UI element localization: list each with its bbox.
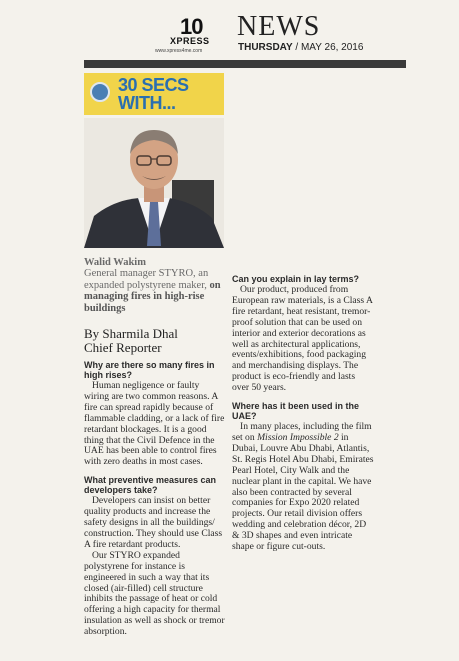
answer-text: In many places, including the film set on <box>232 421 372 443</box>
question-heading: Where has it been used in the UAE? <box>232 401 360 422</box>
dateline-day: THURSDAY <box>238 42 293 53</box>
answer-paragraph: Human negligence or faulty wiring are two common reasons. A fire can spread rapidly because of flammable cladding, or a lack of fire retardant blockages. It is a good thing that the Civil Defence in the UAE has been able to control fires with zero deaths in most cases. <box>84 380 225 468</box>
publication-name: XPRESS <box>170 36 210 46</box>
page-number: 10 <box>180 14 203 39</box>
interviewee-title: General manager STYRO, an expanded polystyrene maker, <box>84 268 210 291</box>
film-title: Mission Impossible 2 <box>257 431 339 443</box>
interview-topic: on managing fires in high-rise buildings <box>84 279 221 314</box>
byline-title: Chief Reporter <box>84 340 162 355</box>
clock-icon <box>90 82 110 102</box>
section-title: NEWS <box>237 11 321 42</box>
question-heading: Can you explain in lay terms? <box>232 274 360 284</box>
answer-text: in Dubai, Louvre Abu Dhabi, Atlantis, St. Regis Hotel Abu Dhabi, Emirates Pearl Hotel, City Walk and the nuclear plant in the capital. We have also been contracted by several companies for Expo 2020 related projects. Our retail division offers wedding and celebration décor, 2D & 3D shapes and even intricate shape or figure cut-outs. <box>232 431 374 553</box>
interviewee-name: Walid Wakim <box>84 257 146 268</box>
answer-paragraph <box>232 422 374 553</box>
question-heading: Why are there so many fires in high rises? <box>84 360 215 380</box>
article-column-left <box>84 360 226 638</box>
byline-author: By Sharmila Dhal <box>84 326 178 341</box>
article-column-right <box>232 274 374 553</box>
publication-website: www.xpress4me.com <box>155 48 203 54</box>
portrait-photo <box>84 118 224 248</box>
dateline <box>238 42 363 53</box>
byline <box>84 327 229 355</box>
answer-paragraph: Our product, produced from European raw materials, is a Class A fire retardant, heat resistant, tremor-proof solution that can be used on interior and exterior decorations as well as architectural applications, events/exhibitions, food packaging and merchandising displays. The product is eco-friendly and lasts over 50 years. <box>232 284 373 394</box>
dateline-date: / MAY 26, 2016 <box>292 42 364 53</box>
feature-banner-text: 30 SECS WITH... <box>118 75 189 113</box>
answer-paragraph: Our STYRO expanded polystyrene for instance is engineered in such a way that its closed (air-filled) cell structure inhibits the passage of heat or cold offering a high capacity for thermal insulation as well as shock or tremor absorption. <box>84 549 225 638</box>
interviewee-role <box>84 268 229 314</box>
masthead <box>0 0 459 62</box>
question-heading: What preventive measures can developers take? <box>84 475 217 496</box>
header-rule <box>84 60 406 68</box>
answer-paragraph: Developers can insist on better quality products and increase the safety designs in all the buildings/ construction. They should use Class A fire retardant products. <box>84 495 223 550</box>
portrait-illustration <box>84 118 224 248</box>
